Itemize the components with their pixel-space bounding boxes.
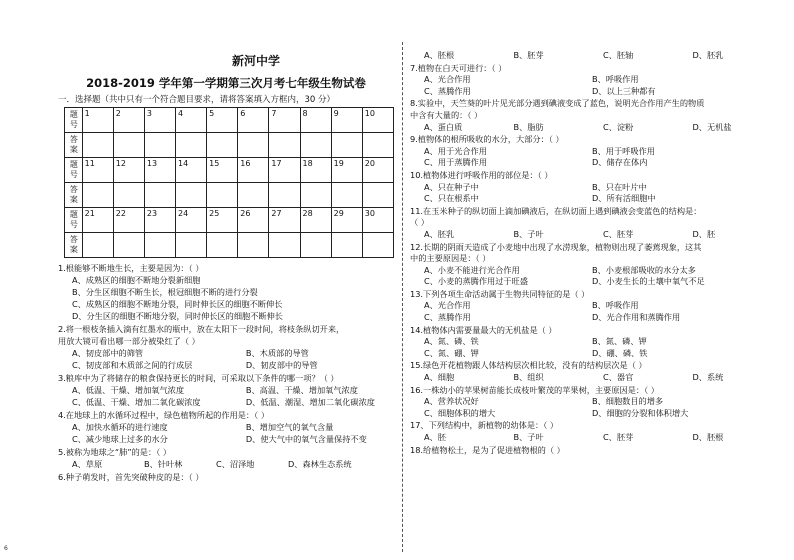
question xyxy=(410,289,782,324)
answer-grid-cell xyxy=(113,133,144,158)
option-row xyxy=(58,384,394,396)
question-option: C、韧皮部和木质部之间的行成层 xyxy=(72,360,193,370)
answer-grid-cell: 24 xyxy=(176,208,207,233)
question xyxy=(58,446,394,470)
answer-grid-cell: 29 xyxy=(331,208,362,233)
answer-grid-cell xyxy=(238,183,269,208)
question-option: A、胚 xyxy=(424,432,446,442)
option-row xyxy=(410,312,782,324)
answer-grid-cell xyxy=(331,133,362,158)
question-stem: 8.实验中，天竺葵的叶片见光部分遇到碘液变成了蓝色，说明光合作用产生的物质 xyxy=(410,98,705,109)
option-row xyxy=(410,157,782,169)
answer-grid-cell: 5 xyxy=(207,108,238,133)
option-row xyxy=(410,396,782,408)
question-stem-cont: 中含有大量的：（ ） xyxy=(410,109,483,120)
question xyxy=(410,50,782,62)
question-option: B、子叶 xyxy=(513,228,544,239)
answer-grid-cell xyxy=(176,133,207,158)
question-option: C、淀粉 xyxy=(603,121,634,132)
question-option: C、细胞体积的增大 xyxy=(424,407,496,418)
answer-grid-cell: 8 xyxy=(300,108,331,133)
question-option: A、光合作用 xyxy=(424,300,471,311)
question-option: D、胚 xyxy=(692,228,716,239)
question-option: C、胚芽 xyxy=(603,228,634,239)
option-row xyxy=(410,86,782,98)
question-option: C、胚芽 xyxy=(603,432,634,442)
question xyxy=(410,134,782,169)
option-row xyxy=(410,348,782,360)
question-option: B、呼吸作用 xyxy=(592,74,639,85)
question xyxy=(410,325,782,360)
question xyxy=(58,471,394,483)
question-option: B、氮、磷、钾 xyxy=(592,336,647,347)
question xyxy=(58,262,394,322)
page-mark: 6 xyxy=(4,545,8,552)
question-option: A、光合作用 xyxy=(424,74,471,85)
question-stem-cont: （ ） xyxy=(410,217,429,228)
answer-grid-cell xyxy=(300,133,331,158)
answer-grid-cell: 11 xyxy=(82,158,113,183)
question-stem: 10.植物体进行呼吸作用的部位是：（ ） xyxy=(410,169,553,180)
question-option: C、胚轴 xyxy=(603,50,634,60)
answer-grid-cell: 13 xyxy=(144,158,175,183)
question-stem: 1.根能够不断地生长，主要是因为：（ ） xyxy=(58,263,204,273)
answer-grid-row xyxy=(65,183,394,208)
question xyxy=(410,420,782,443)
question xyxy=(58,323,394,371)
question-option: D、无机盐 xyxy=(692,121,732,132)
question-option: B、高温、干燥、增加氧气浓度 xyxy=(245,385,358,395)
option-row xyxy=(410,336,782,348)
question-option: D、系统 xyxy=(692,372,724,383)
question-option: B、小麦根部吸收的水分太多 xyxy=(592,264,696,275)
option-row xyxy=(58,421,394,433)
answer-grid-cell: 16 xyxy=(238,158,269,183)
answer-grid-cell: 25 xyxy=(207,208,238,233)
option-row xyxy=(410,300,782,312)
question-stem: 2.将一根枝条插入滴有红墨水的瓶中，放在太阳下一段时间，将枝条纵切开来， xyxy=(58,324,345,334)
question-option: D、光合作用和蒸腾作用 xyxy=(592,312,681,323)
answer-grid-cell: 21 xyxy=(82,208,113,233)
answer-grid-row xyxy=(65,233,394,258)
question xyxy=(410,63,782,98)
option-row xyxy=(410,74,782,86)
question-option: A、小麦不能进行光合作用 xyxy=(424,264,520,275)
answer-grid-cell: 3 xyxy=(144,108,175,133)
question-option: D、分生区的细胞不断地分裂，同时伸长区的细胞不断伸长 xyxy=(72,311,283,321)
question-option: A、胚根 xyxy=(424,50,455,60)
question xyxy=(410,385,782,420)
question xyxy=(58,409,394,445)
option-row xyxy=(58,359,394,371)
answer-grid-row-label: 题号 xyxy=(65,108,83,133)
question-option: D、胚根 xyxy=(692,432,724,442)
question-stem: 12.长期的阴雨天造成了小麦地中出现了水涝现象，植物则出现了萎蔫现象，这其 xyxy=(410,241,702,252)
question-option: A、细胞 xyxy=(424,372,455,383)
option-row xyxy=(410,276,782,288)
question-stem: 11.在玉米种子的纵切面上滴加碘液后，在纵切面上遇到碘液会变蓝色的结构是： xyxy=(410,205,702,216)
answer-grid-row xyxy=(65,108,394,133)
answer-grid-cell xyxy=(269,233,300,258)
question-option: D、小麦生长的土壤中氧气不足 xyxy=(592,276,705,287)
answer-grid-cell: 27 xyxy=(269,208,300,233)
answer-grid-cell: 19 xyxy=(331,158,362,183)
option-row xyxy=(410,432,782,444)
question-option: B、子叶 xyxy=(513,432,544,442)
answer-grid-cell xyxy=(269,183,300,208)
answer-grid-cell xyxy=(300,233,331,258)
question-stem: 6.种子萌发时，首先突破种皮的是：（ ） xyxy=(58,472,204,482)
question-option: B、用于呼吸作用 xyxy=(592,145,655,156)
question-option: A、蛋白质 xyxy=(424,121,463,132)
answer-grid-cell xyxy=(331,233,362,258)
question-stem: 7.植物在白天可进行：（ ） xyxy=(410,62,507,73)
question xyxy=(410,98,782,133)
option-row xyxy=(410,265,782,277)
question xyxy=(410,242,782,288)
answer-grid-row xyxy=(65,208,394,233)
question-stem-cont: 用放大镜可看出哪一部分被染红了（ ） xyxy=(58,336,200,346)
question-option: C、用于蒸腾作用 xyxy=(424,157,488,168)
question-stem: 5.被称为地球之“肺”的是：（ ） xyxy=(58,447,172,457)
answer-grid-cell xyxy=(144,183,175,208)
question-option: D、低温、潮湿、增加二氧化碳浓度 xyxy=(245,397,375,407)
answer-grid-cell xyxy=(207,183,238,208)
option-row xyxy=(410,229,782,241)
question-stem: 18.给植物松土，是为了促进植物根的（ ） xyxy=(410,444,565,455)
answer-grid-cell: 6 xyxy=(238,108,269,133)
question-option: B、木质部的导管 xyxy=(245,348,309,358)
section-instruction: 一．选择题（共中只有一个符合题目要求，请将答案填入方框内，30 分） xyxy=(58,95,336,105)
answer-grid-row xyxy=(65,133,394,158)
answer-grid-row-label: 答案 xyxy=(65,233,83,258)
answer-grid-cell xyxy=(113,233,144,258)
right-column xyxy=(410,50,782,456)
answer-grid-cell: 20 xyxy=(362,158,393,183)
answer-grid-cell xyxy=(144,133,175,158)
question-option: D、森林生态系统 xyxy=(288,459,352,469)
answer-grid-cell xyxy=(331,183,362,208)
question-option: C、氮、硼、钾 xyxy=(424,347,479,358)
answer-grid-cell: 2 xyxy=(113,108,144,133)
question-option: A、低温、干燥、增加氧气浓度 xyxy=(72,385,185,395)
answer-grid-row-label: 答案 xyxy=(65,133,83,158)
option-row xyxy=(58,347,394,359)
question-option: C、只在根系中 xyxy=(424,193,479,204)
question-option: B、增加空气的氧气含量 xyxy=(245,422,334,432)
question-stem: 4.在地球上的水循环过程中，绿色植物所起的作用是：（ ） xyxy=(58,410,270,420)
option-row xyxy=(410,146,782,158)
answer-grid-cell xyxy=(300,183,331,208)
answer-grid-cell xyxy=(207,233,238,258)
option-row xyxy=(410,372,782,384)
answer-grid-cell: 12 xyxy=(113,158,144,183)
question-option: A、营养状况好 xyxy=(424,396,479,407)
question-option: C、蒸腾作用 xyxy=(424,85,471,96)
question xyxy=(410,206,782,241)
question-option: B、只在叶片中 xyxy=(592,181,647,192)
question-option: D、使大气中的氧气含量保持不变 xyxy=(245,434,367,444)
answer-grid-cell xyxy=(207,133,238,158)
answer-grid-cell: 30 xyxy=(362,208,393,233)
answer-grid xyxy=(64,107,394,258)
question-option: B、细胞数目的增多 xyxy=(592,396,664,407)
answer-grid-cell xyxy=(269,133,300,158)
question xyxy=(58,372,394,408)
question-stem: 14.植物体内需要量最大的无机盐是（ ） xyxy=(410,324,557,335)
answer-grid-row-label: 题号 xyxy=(65,158,83,183)
option-row xyxy=(410,193,782,205)
question-stem: 16.一株幼小的苹果树苗能长成枝叶繁茂的苹果树，主要原因是：（ ） xyxy=(410,384,659,395)
option-row xyxy=(58,458,394,470)
question xyxy=(410,170,782,205)
answer-grid-cell: 10 xyxy=(362,108,393,133)
answer-grid-cell: 14 xyxy=(176,158,207,183)
question-stem: 15.绿色开花植物跟人体结构层次相比较，没有的结构层次是（ ） xyxy=(410,360,647,371)
answer-grid-cell xyxy=(113,183,144,208)
question-stem-cont: 中的主要原因是：（ ） xyxy=(410,253,491,264)
question-option: A、成熟区的细胞不断地分裂新细胞 xyxy=(72,275,201,285)
option-row xyxy=(410,182,782,194)
question-option: D、以上三种都有 xyxy=(592,85,656,96)
answer-grid-cell xyxy=(176,183,207,208)
question-option: A、加快水循环的进行速度 xyxy=(72,422,168,432)
exam-title: 2018-2019 学年第一学期第三次月考七年级生物试卷 xyxy=(86,76,366,90)
question-option: A、韧皮部中的筛管 xyxy=(72,348,144,358)
answer-grid-row-label: 答案 xyxy=(65,183,83,208)
question-option: C、成熟区的细胞不断地分裂，同时伸长区的细胞不断伸长 xyxy=(72,299,283,309)
question-stem: 13.下列各项生命活动属于生物共同特征的是（ ） xyxy=(410,288,590,299)
option-row xyxy=(58,433,394,445)
answer-grid-cell: 9 xyxy=(331,108,362,133)
question-option: C、低温、干燥、增加二氧化碳浓度 xyxy=(72,397,201,407)
question-option: A、只在种子中 xyxy=(424,181,479,192)
answer-grid-cell: 23 xyxy=(144,208,175,233)
question-option: D、细胞的分裂和体积增大 xyxy=(592,407,689,418)
option-row xyxy=(58,396,394,408)
answer-grid-cell xyxy=(238,233,269,258)
answer-grid-cell: 17 xyxy=(269,158,300,183)
column-divider xyxy=(402,42,403,552)
answer-grid-cell xyxy=(362,183,393,208)
left-column xyxy=(58,52,394,483)
answer-grid-row xyxy=(65,158,394,183)
question-option: B、针叶林 xyxy=(144,459,183,469)
option-row xyxy=(410,408,782,420)
question-option: A、胚乳 xyxy=(424,228,455,239)
question-option: D、硼、磷、铁 xyxy=(592,347,648,358)
question-stem: 17、下列结构中，新植物的幼体是：（ ） xyxy=(410,420,559,431)
question-option: A、用于光合作用 xyxy=(424,145,487,156)
question-option: A、草原 xyxy=(72,459,103,469)
option-row xyxy=(410,50,782,62)
question-option: C、器官 xyxy=(603,372,634,383)
answer-grid-cell: 18 xyxy=(300,158,331,183)
answer-grid-cell xyxy=(176,233,207,258)
answer-grid-cell: 15 xyxy=(207,158,238,183)
answer-grid-cell: 28 xyxy=(300,208,331,233)
question-option: D、胚乳 xyxy=(692,50,724,60)
question-option: B、分生区细胞不断生长，根冠细胞不断的进行分裂 xyxy=(72,287,258,297)
question-option: D、储存在体内 xyxy=(592,157,648,168)
question-option: B、脂肪 xyxy=(513,121,544,132)
question-option: C、减少地球上过多的水分 xyxy=(72,434,168,444)
answer-grid-cell: 22 xyxy=(113,208,144,233)
answer-grid-cell xyxy=(362,233,393,258)
answer-grid-cell xyxy=(144,233,175,258)
question-option: C、沼泽地 xyxy=(216,459,255,469)
answer-grid-cell: 1 xyxy=(82,108,113,133)
school-name: 新河中学 xyxy=(231,54,280,68)
answer-grid-cell: 26 xyxy=(238,208,269,233)
question-option: B、组织 xyxy=(513,372,544,383)
answer-grid-cell xyxy=(82,133,113,158)
question-option: A、氮、磷、铁 xyxy=(424,336,479,347)
option-row xyxy=(410,122,782,134)
answer-grid-cell xyxy=(362,133,393,158)
question-option: C、蒸腾作用 xyxy=(424,312,471,323)
question xyxy=(410,445,782,457)
question-stem: 9.植物体的根所吸收的水分，大部分：（ ） xyxy=(410,134,564,145)
answer-grid-cell xyxy=(238,133,269,158)
question-option: D、韧皮部中的导管 xyxy=(245,360,318,370)
question-stem: 3.粮库中为了将储存的粮食保持更长的时间，可采取以下条件的哪一项？（ ） xyxy=(58,373,339,383)
right-questions xyxy=(410,50,782,456)
question-option: B、呼吸作用 xyxy=(592,300,639,311)
answer-grid-cell xyxy=(82,183,113,208)
question xyxy=(410,360,782,383)
question-option: D、所有活细胞中 xyxy=(592,193,656,204)
question-option: B、胚芽 xyxy=(513,50,544,60)
left-questions xyxy=(58,262,394,483)
answer-grid-cell xyxy=(82,233,113,258)
answer-grid-cell: 4 xyxy=(176,108,207,133)
question-option: C、小麦的蒸腾作用过于旺盛 xyxy=(424,276,528,287)
answer-grid-cell: 7 xyxy=(269,108,300,133)
answer-grid-row-label: 题号 xyxy=(65,208,83,233)
